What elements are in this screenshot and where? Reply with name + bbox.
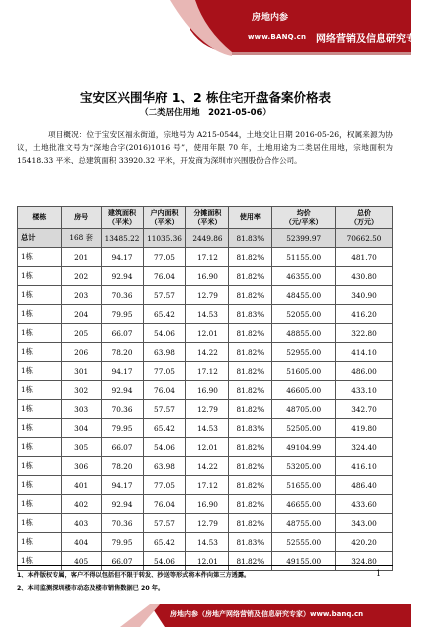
brand-tagline: 网络营销及信息研究专家: [316, 34, 426, 45]
table-cell: 79.95: [101, 419, 143, 438]
table-cell: 1栋: [18, 305, 62, 324]
table-cell: 78.20: [101, 343, 143, 362]
table-cell: 77.05: [143, 476, 186, 495]
table-cell: 63.98: [143, 457, 186, 476]
col-unit: 房号: [61, 207, 101, 229]
table-row: [18, 343, 393, 362]
table-cell: 79.95: [101, 533, 143, 552]
table-cell: 77.05: [143, 362, 186, 381]
table-cell: 81.83%: [229, 419, 272, 438]
table-row: [18, 438, 393, 457]
table-cell: 404: [61, 533, 101, 552]
table-row: [18, 419, 393, 438]
col-gross-area: 建筑面积 （平米）: [101, 207, 143, 229]
table-cell: 48755.00: [272, 514, 336, 533]
table-cell: 81.82%: [229, 457, 272, 476]
table-cell: 306: [61, 457, 101, 476]
table-cell: 401: [61, 476, 101, 495]
table-cell: 1栋: [18, 419, 62, 438]
table-cell: 1栋: [18, 438, 62, 457]
table-cell: 1栋: [18, 552, 62, 571]
table-cell: 430.80: [336, 267, 393, 286]
table-cell: 402: [61, 495, 101, 514]
table-cell: 76.04: [143, 495, 186, 514]
table-cell: 205: [61, 324, 101, 343]
table-cell: 204: [61, 305, 101, 324]
table-cell: 81.82%: [229, 514, 272, 533]
table-cell: 1栋: [18, 495, 62, 514]
brand-url: www.BANQ.cn: [248, 33, 307, 41]
table-cell: 414.10: [336, 343, 393, 362]
table-cell: 81.82%: [229, 495, 272, 514]
table-row: [18, 267, 393, 286]
table-cell: 301: [61, 362, 101, 381]
table-cell: 1栋: [18, 400, 62, 419]
table-cell: 324.40: [336, 438, 393, 457]
col-avg-price: 均价 （元/平米）: [272, 207, 336, 229]
table-row: [18, 305, 393, 324]
footnote-1: 1、本件版权专属，客户不得以包括但不限于转发、抄送等形式将本件向第三方透露。: [17, 572, 251, 579]
table-cell: 81.82%: [229, 381, 272, 400]
table-cell: 79.95: [101, 305, 143, 324]
table-cell: 81.82%: [229, 362, 272, 381]
table-cell: 94.17: [101, 362, 143, 381]
table-cell: 52399.97: [272, 229, 336, 248]
table-cell: 81.82%: [229, 438, 272, 457]
table-cell: 57.57: [143, 514, 186, 533]
table-row: [18, 324, 393, 343]
table-cell: 486.00: [336, 362, 393, 381]
table-cell: 12.01: [186, 438, 229, 457]
table-cell: 168 套: [61, 229, 101, 248]
table-cell: 206: [61, 343, 101, 362]
table-cell: 81.82%: [229, 267, 272, 286]
table-cell: 51605.00: [272, 362, 336, 381]
table-cell: 48855.00: [272, 324, 336, 343]
table-cell: 403: [61, 514, 101, 533]
table-row: [18, 495, 393, 514]
table-cell: 81.82%: [229, 286, 272, 305]
table-cell: 12.79: [186, 514, 229, 533]
table-row: [18, 248, 393, 267]
table-cell: 14.22: [186, 457, 229, 476]
table-cell: 92.94: [101, 267, 143, 286]
footnotes: [17, 569, 377, 595]
table-cell: 70.36: [101, 514, 143, 533]
table-cell: 17.12: [186, 248, 229, 267]
table-cell: 433.60: [336, 495, 393, 514]
table-cell: 1栋: [18, 324, 62, 343]
table-row: [18, 514, 393, 533]
table-cell: 322.80: [336, 324, 393, 343]
table-cell: 14.53: [186, 305, 229, 324]
table-cell: 81.82%: [229, 476, 272, 495]
table-row: [18, 476, 393, 495]
table-cell: 343.00: [336, 514, 393, 533]
table-cell: 17.12: [186, 476, 229, 495]
table-cell: 66.07: [101, 324, 143, 343]
col-building: 楼栋: [18, 207, 62, 229]
table-cell: 201: [61, 248, 101, 267]
table-cell: 433.10: [336, 381, 393, 400]
table-cell: 49155.00: [272, 552, 336, 571]
table-cell: 76.04: [143, 267, 186, 286]
table-cell: 302: [61, 381, 101, 400]
table-cell: 342.70: [336, 400, 393, 419]
table-cell: 70.36: [101, 400, 143, 419]
table-cell: 94.17: [101, 476, 143, 495]
table-cell: 46605.00: [272, 381, 336, 400]
document-subtitle: （二类居住用地 2021-05-06）: [140, 108, 271, 118]
table-cell: 1栋: [18, 381, 62, 400]
table-cell: 81.83%: [229, 229, 272, 248]
table-cell: 总计: [18, 229, 62, 248]
table-row: [18, 533, 393, 552]
table-cell: 1栋: [18, 476, 62, 495]
table-total-row: [18, 229, 393, 248]
table-cell: 52505.00: [272, 419, 336, 438]
table-cell: 70662.50: [336, 229, 393, 248]
table-cell: 481.70: [336, 248, 393, 267]
table-cell: 70.36: [101, 286, 143, 305]
table-cell: 1栋: [18, 286, 62, 305]
brand-logo: [230, 8, 315, 48]
table-cell: 57.57: [143, 286, 186, 305]
table-cell: 66.07: [101, 438, 143, 457]
price-table: [17, 206, 393, 571]
table-cell: 54.06: [143, 324, 186, 343]
table-cell: 1栋: [18, 248, 62, 267]
table-cell: 304: [61, 419, 101, 438]
table-cell: 324.80: [336, 552, 393, 571]
table-cell: 54.06: [143, 552, 186, 571]
table-cell: 48455.00: [272, 286, 336, 305]
table-cell: 63.98: [143, 343, 186, 362]
table-cell: 81.82%: [229, 400, 272, 419]
table-cell: 46655.00: [272, 495, 336, 514]
table-cell: 1栋: [18, 362, 62, 381]
table-cell: 305: [61, 438, 101, 457]
table-cell: 52555.00: [272, 533, 336, 552]
table-cell: 65.42: [143, 305, 186, 324]
brand-name: 房地内参: [252, 13, 289, 23]
table-cell: 65.42: [143, 419, 186, 438]
table-cell: 405: [61, 552, 101, 571]
table-cell: 11035.36: [143, 229, 186, 248]
table-cell: 49104.99: [272, 438, 336, 457]
table-cell: 12.79: [186, 286, 229, 305]
table-cell: 81.82%: [229, 552, 272, 571]
footnote-2: 2、本司监测深圳楼市动态及楼市销售数据已 20 年。: [17, 585, 165, 592]
col-total-price: 总价 （万元）: [336, 207, 393, 229]
table-cell: 51655.00: [272, 476, 336, 495]
header-banner: [0, 0, 426, 68]
table-cell: 77.05: [143, 248, 186, 267]
table-cell: 53205.00: [272, 457, 336, 476]
table-cell: 14.22: [186, 343, 229, 362]
table-row: [18, 457, 393, 476]
document-title: 宝安区兴围华府 1、2 栋住宅开盘备案价格表: [79, 90, 332, 105]
footer-divider: [17, 565, 393, 566]
table-cell: 78.20: [101, 457, 143, 476]
table-cell: 13485.22: [101, 229, 143, 248]
table-cell: 2449.86: [186, 229, 229, 248]
table-cell: 1栋: [18, 267, 62, 286]
table-cell: 419.80: [336, 419, 393, 438]
table-cell: 16.90: [186, 267, 229, 286]
table-cell: 81.82%: [229, 343, 272, 362]
table-cell: 12.01: [186, 324, 229, 343]
table-row: [18, 362, 393, 381]
table-cell: 416.10: [336, 457, 393, 476]
table-row: [18, 286, 393, 305]
table-cell: 52955.00: [272, 343, 336, 362]
table-cell: 416.20: [336, 305, 393, 324]
table-cell: 81.83%: [229, 305, 272, 324]
table-cell: 340.90: [336, 286, 393, 305]
table-cell: 76.04: [143, 381, 186, 400]
table-cell: 81.82%: [229, 248, 272, 267]
table-cell: 46355.00: [272, 267, 336, 286]
table-cell: 1栋: [18, 343, 62, 362]
table-cell: 12.01: [186, 552, 229, 571]
table-cell: 486.40: [336, 476, 393, 495]
table-cell: 17.12: [186, 362, 229, 381]
table-cell: 92.94: [101, 495, 143, 514]
table-cell: 303: [61, 400, 101, 419]
table-cell: 12.79: [186, 400, 229, 419]
table-cell: 81.83%: [229, 533, 272, 552]
house-icon: [0, 0, 20, 14]
table-cell: 66.07: [101, 552, 143, 571]
table-cell: 94.17: [101, 248, 143, 267]
table-cell: 1栋: [18, 533, 62, 552]
col-shared-area: 分摊面积 （平米）: [186, 207, 229, 229]
table-cell: 203: [61, 286, 101, 305]
table-row: [18, 381, 393, 400]
table-cell: 51155.00: [272, 248, 336, 267]
project-overview: 项目概况：位于宝安区福永街道，宗地号为 A215-0544，土地交让日期 2016-05-26，权属来源为协议，土地批准文号为“深地合字(2016)1016 号”，使用年限 70 年，土地用途为二类居住用地，宗地面积为 15418.33 平米、总建筑面积 33920.32 平米，开发商为深圳市兴围股份合作公司。: [17, 130, 393, 166]
table-row: [18, 400, 393, 419]
table-cell: 14.53: [186, 419, 229, 438]
table-cell: 65.42: [143, 533, 186, 552]
table-cell: 57.57: [143, 400, 186, 419]
table-row: [18, 552, 393, 571]
col-usage-rate: 使用率: [229, 207, 272, 229]
table-cell: 52055.00: [272, 305, 336, 324]
table-header-row: [18, 207, 393, 229]
table-cell: 48705.00: [272, 400, 336, 419]
col-indoor-area: 户内面积 （平米）: [143, 207, 186, 229]
table-cell: 420.20: [336, 533, 393, 552]
table-cell: 92.94: [101, 381, 143, 400]
table-cell: 1栋: [18, 514, 62, 533]
table-cell: 16.90: [186, 381, 229, 400]
footer-text: 房地内参（房地产网络营销及信息研究专家）www.banq.cn: [170, 610, 364, 618]
table-cell: 1栋: [18, 457, 62, 476]
table-cell: 16.90: [186, 495, 229, 514]
table-cell: 202: [61, 267, 101, 286]
table-cell: 81.82%: [229, 324, 272, 343]
table-cell: 14.53: [186, 533, 229, 552]
table-cell: 54.06: [143, 438, 186, 457]
page-number: 1: [376, 569, 382, 578]
